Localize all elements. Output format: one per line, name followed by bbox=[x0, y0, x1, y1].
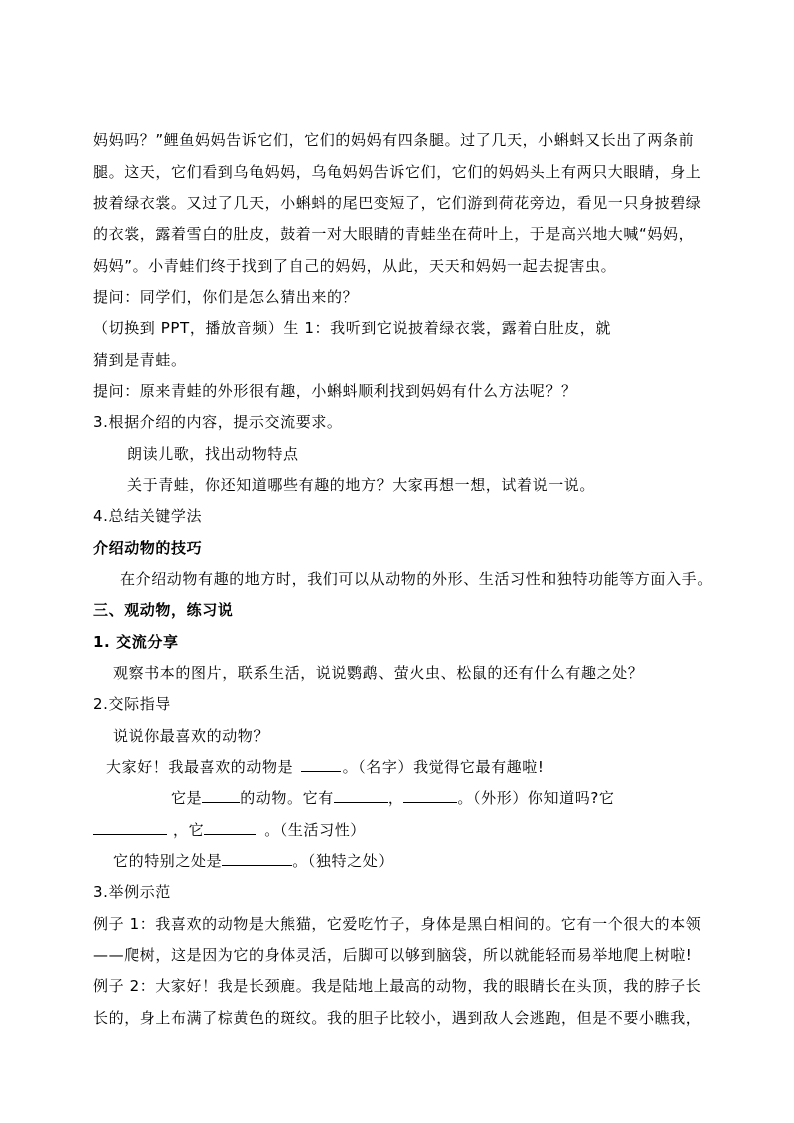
step-3-item-1: 朗读儿歌，找出动物特点 bbox=[127, 445, 299, 463]
template-c-2: 。（生活习性） bbox=[264, 821, 366, 839]
example-1-line-1: 例子 1：我喜欢的动物是大熊猫，它爱吃竹子，身体是黑白相间的。它有一个很大的本领 bbox=[93, 915, 702, 933]
example-1-line-2: ——爬树，这是因为它的身体灵活，后脚可以够到脑袋，所以就能轻而易举地爬上树啦! bbox=[93, 946, 693, 964]
story-line-5: 妈妈”。小青蛙们终于找到了自己的妈妈，从此，天天和妈妈一起去捉害虫。 bbox=[93, 257, 617, 275]
story-line-1: 妈妈吗？”鲤鱼妈妈告诉它们，它们的妈妈有四条腿。过了几天，小蝌蚪又长出了两条前 bbox=[93, 131, 695, 149]
template-line-a bbox=[106, 757, 726, 777]
template-line-d bbox=[113, 851, 733, 871]
section-3-sub-2-text: 说说你最喜欢的动物？ bbox=[113, 727, 270, 745]
template-d-2: 。（独特之处） bbox=[292, 852, 394, 870]
section-3-sub-1-text: 观察书本的图片，联系生活，说说鹦鹉、萤火虫、松鼠的还有什么有趣之处？ bbox=[113, 664, 644, 682]
story-line-2: 腿。这天，它们看到乌龟妈妈，乌龟妈妈告诉它们，它们的妈妈头上有两只大眼睛，身上 bbox=[93, 163, 702, 181]
template-b-1: 它是 bbox=[171, 789, 203, 807]
answer-line-2: 猜到是青蛙。 bbox=[93, 351, 187, 369]
blank-type bbox=[202, 788, 240, 803]
template-a-post: 。（名字）我觉得它最有趣啦! bbox=[342, 758, 545, 776]
story-line-3: 披着绿衣裳。又过了几天，小蝌蚪的尾巴变短了，它们游到荷花旁边，看见一只身披碧绿 bbox=[93, 194, 702, 212]
section-3-heading: 三、观动物，练习说 bbox=[93, 601, 234, 619]
example-2-line-1: 例子 2：大家好！我是长颈鹿。我是陆地上最高的动物，我的眼睛长在头顶，我的脖子长 bbox=[93, 977, 702, 995]
blank-special bbox=[222, 851, 292, 866]
story-line-4: 的衣裳，露着雪白的肚皮，鼓着一对大眼睛的青蛙坐在荷叶上，于是高兴地大喊“妈妈， bbox=[93, 225, 695, 243]
answer-line-1: （切换到 PPT，播放音频）生 1：我听到它说披着绿衣裳，露着白肚皮，就 bbox=[93, 319, 611, 337]
section-3-sub-2: 2.交际指导 bbox=[93, 695, 171, 713]
section-3-sub-1: 1. 交流分享 bbox=[93, 633, 179, 651]
blank-appearance-1 bbox=[334, 788, 388, 803]
step-4-text: 在介绍动物有趣的地方时，我们可以从动物的外形、生活习性和独特功能等方面入手。 bbox=[120, 570, 713, 588]
example-2-line-2: 长的，身上布满了棕黄色的斑纹。我的胆子比较小，遇到敌人会逃跑，但是不要小瞧我， bbox=[93, 1009, 702, 1027]
blank-habit-1 bbox=[93, 820, 167, 835]
template-b-2: 的动物。它有 bbox=[240, 789, 334, 807]
template-b-4: 。（外形）你知道吗?它 bbox=[457, 789, 615, 807]
blank-name bbox=[301, 757, 341, 772]
template-a-pre: 大家好！我最喜欢的动物是 bbox=[106, 758, 294, 776]
template-c-1: ，它 bbox=[173, 821, 205, 839]
section-3-sub-3: 3.举例示范 bbox=[93, 883, 171, 901]
question-2: 提问：原来青蛙的外形很有趣，小蝌蚪顺利找到妈妈有什么方法呢？？ bbox=[93, 382, 577, 400]
template-d-1: 它的特别之处是 bbox=[113, 852, 223, 870]
blank-appearance-2 bbox=[403, 788, 457, 803]
step-4-subheading: 介绍动物的技巧 bbox=[93, 539, 203, 557]
template-line-c bbox=[93, 820, 713, 840]
step-3-heading: 3.根据介绍的内容，提示交流要求。 bbox=[93, 413, 343, 431]
blank-habit-2 bbox=[204, 820, 256, 835]
template-b-3: ， bbox=[387, 789, 404, 807]
step-3-item-2: 关于青蛙，你还知道哪些有趣的地方？大家再想一想，试着说一说。 bbox=[127, 476, 596, 494]
question-1: 提问：同学们，你们是怎么猜出来的？ bbox=[93, 288, 359, 306]
template-line-b bbox=[171, 788, 791, 808]
step-4-heading: 4.总结关键学法 bbox=[93, 507, 203, 525]
